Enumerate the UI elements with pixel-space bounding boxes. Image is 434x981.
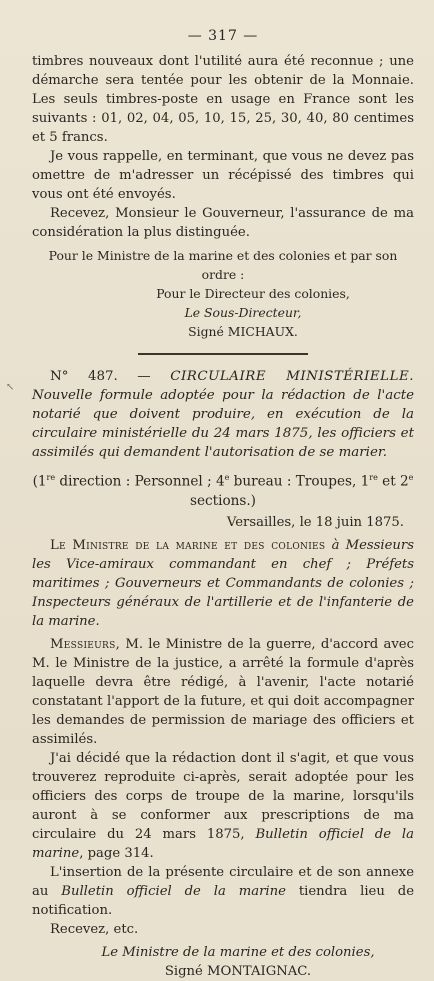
bulletin-reference-2: Bulletin officiel de la marine <box>61 883 286 899</box>
section-divider <box>138 353 308 355</box>
addressee-recipients: à Messieurs les Vice-amiraux commandant en chef ; Préfets maritimes ; Gouverneurs et Commandants de colonies ; Inspecteurs généraux de l'artillerie et de l'infanterie de la marine. <box>32 537 414 629</box>
body-paragraph-2: J'ai décidé que la rédaction dont il s'agit, et que vous trouverez reproduite ci-après, serait adoptée pour les officiers des corps de troupe de la marine, lorsqu'ils auront à se conformer aux prescriptions de ma circulaire du 24 mars 1875, <box>32 750 414 842</box>
paragraph-timbres: timbres nouveaux dont l'utilité aura été reconnue ; une démarche sera tentée pour les obtenir de la Monnaie. Les seuls timbres-poste en usage en France sont les suivants : 01, 02, 04, 05, 10, 15, 25, 30, 40, 80 centimes et 5 francs. <box>32 54 414 145</box>
circular-title: CIRCULAIRE MINISTÉRIELLE. <box>170 369 414 384</box>
circular-heading <box>32 367 414 462</box>
page-number: — 317 — <box>187 28 259 44</box>
signature-sous-directeur: Le Sous-Directeur, <box>184 305 302 320</box>
circular-subject: Nouvelle formule adoptée pour la rédaction de l'acte notarié que doivent produire, en exécution de la circulaire ministérielle du 24 mars 1875, les officiers et assimilés qui demandent l'autorisation de se marier. <box>32 388 414 460</box>
circular-addressee <box>32 536 414 631</box>
margin-mark: ↖ <box>6 382 15 393</box>
paragraph-rappel: Je vous rappelle, en terminant, que vous ne devez pas omettre de m'adresser un récépissé des timbres qui vous ont été envoyés. <box>32 149 414 202</box>
body-paragraph-3: L'insertion de la présente circulaire et de son annexe au <box>32 864 414 899</box>
circular-number: N° 487. — <box>50 369 151 384</box>
paragraph-salutation: Recevez, Monsieur le Gouverneur, l'assurance de ma considération la plus distinguée. <box>32 206 414 240</box>
circular-body-3 <box>32 863 414 920</box>
page-reference: , page 314. <box>79 845 154 861</box>
circular-body-1 <box>32 635 414 749</box>
addressee-minister: Le Ministre de la marine et des colonies <box>50 537 326 553</box>
notification-text: tiendra lieu de notification. <box>32 883 414 918</box>
signature-michaux: Signé MICHAUX. <box>188 324 298 339</box>
body-salutation: Messieurs, <box>50 636 121 652</box>
bulletin-reference-1: Bulletin officiel de la marine <box>32 826 414 861</box>
signature-ordre: Pour le Ministre de la marine et des colonies et par son ordre : <box>48 248 398 282</box>
circular-direction: (1re direction : Personnel ; 4e bureau : Troupes, 1re et 2e sections.) <box>32 473 414 509</box>
circular-closing: Recevez, etc. <box>50 921 139 937</box>
signature-directeur: Pour le Directeur des colonies, <box>156 286 350 301</box>
signature-montaignac: Signé MONTAIGNAC. <box>164 963 312 979</box>
circular-body-2 <box>32 749 414 863</box>
circular-place-date: Versailles, le 18 juin 1875. <box>226 514 404 530</box>
signature-minister: Le Ministre de la marine et des colonies, <box>101 944 375 960</box>
body-paragraph-1: M. le Ministre de la guerre, d'accord avec M. le Ministre de la justice, a arrêté la formule d'après laquelle devra être rédigé, à l'avenir, l'acte notarié constatant l'apport de la future, et qui doit accompagner les demandes de permission de mariage des officiers et assimilés. <box>32 636 414 747</box>
